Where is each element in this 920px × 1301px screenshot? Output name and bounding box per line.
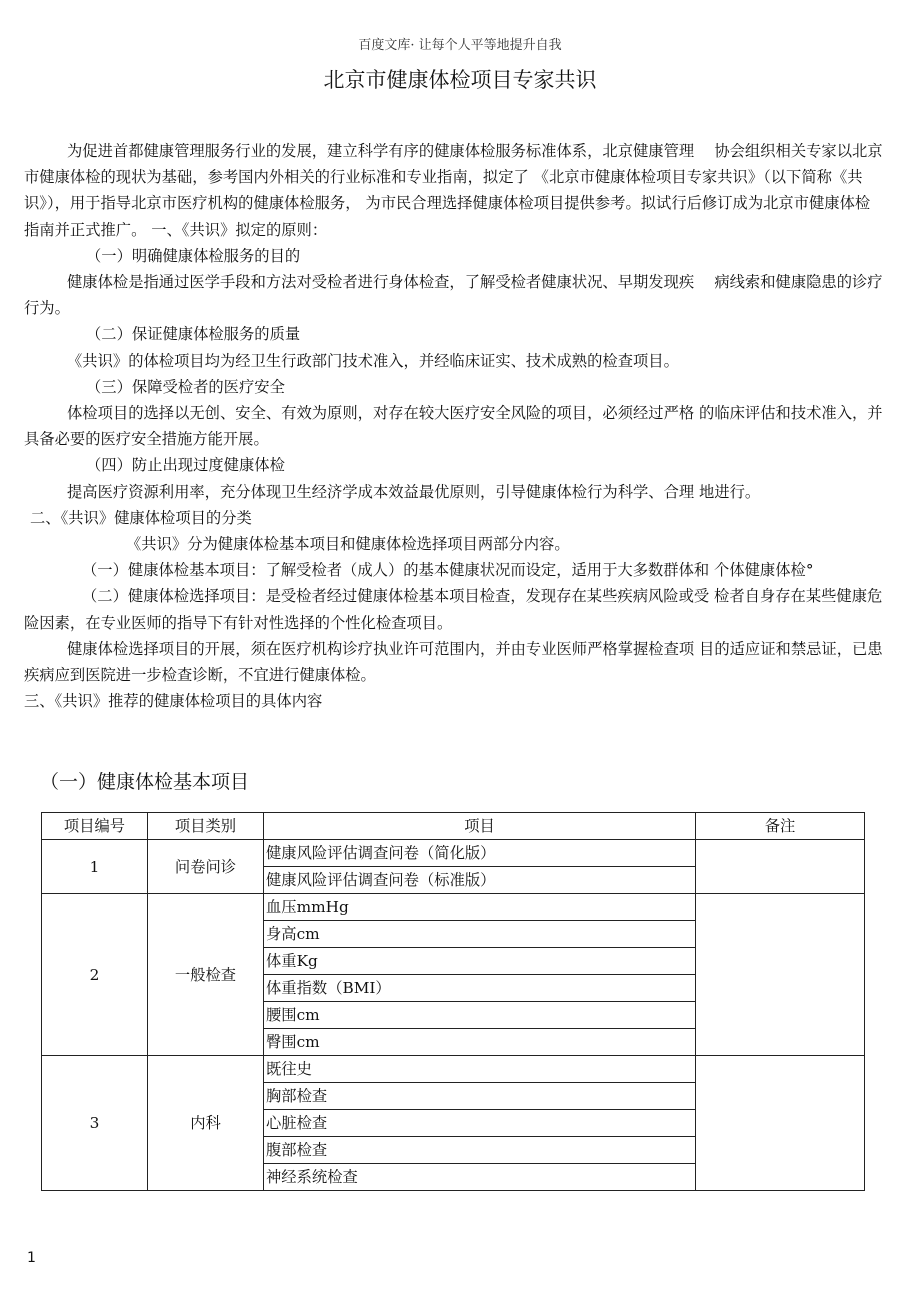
- item-remarks: [696, 1056, 865, 1191]
- item-name: 体重Kg: [264, 948, 696, 975]
- optional-items-note: 健康体检选择项目的开展，须在医疗机构诊疗执业许可范围内，并由专业医师严格掌握检查项 目的适应证和禁忌证，已患疾病应到医院进一步检查诊断，不宜进行健康体检。: [24, 639, 883, 685]
- item-remarks: [696, 840, 865, 894]
- item-name: 腹部检查: [264, 1137, 696, 1164]
- item-name: 身高cm: [264, 921, 696, 948]
- section-2-intro: 《共识》分为健康体检基本项目和健康体检选择项目两部分内容。: [126, 535, 570, 554]
- table-row: [42, 894, 865, 921]
- item-name: 神经系统检查: [264, 1164, 696, 1191]
- category-optional-text: （二）健康体检选择项目：是受检者经过健康体检基本项目检查，发现存在某些疾病风险或受 检者自身存在某些健康危险因素，在专业医师的指导下有针对性选择的个性化检查项目。: [24, 587, 883, 632]
- intro-paragraph: 为促进首都健康管理服务行业的发展，建立科学有序的健康体检服务标准体系，北京健康管理 协会组织相关专家以北京市健康体检的现状为基础，参考国内外相关的行业标准和专业指南，拟定了 《北京市健康体检项目专家共识》（以下简称《共识》），用于指导北京市医疗机构的健康体检服务， 为市民合理选择健康体检项目提供参考。拟试行后修订成为北京市健康体检指南并正式推广。 一、《共识》拟定的原则：: [24, 142, 883, 239]
- page-header: 百度文库· 让每个人平等地提升自我: [358, 38, 562, 53]
- basic-items-table: [41, 812, 865, 1191]
- header-remarks: 备注: [696, 813, 865, 840]
- item-name: 心脏检查: [264, 1110, 696, 1137]
- header-item: 项目: [264, 813, 696, 840]
- item-name: 体重指数（BMI）: [264, 975, 696, 1002]
- basic-items-heading: （一）健康体检基本项目: [40, 771, 250, 793]
- section-3-heading: 三、《共识》推荐的健康体检项目的具体内容: [24, 692, 323, 711]
- section-2-heading: 二、《共识》健康体检项目的分类: [30, 508, 252, 527]
- item-name: 健康风险评估调查问卷（标准版）: [264, 867, 696, 894]
- principle-3-text: 体检项目的选择以无创、安全、有效为原则，对存在较大医疗安全风险的项目，必须经过严格 的临床评估和技术准入，并具备必要的医疗安全措施方能开展。: [24, 404, 883, 449]
- category-basic-text: （一）健康体检基本项目：了解受检者（成人）的基本健康状况而设定，适用于大多数群体和 个体健康体检°: [82, 561, 814, 580]
- table-header-row: [42, 813, 865, 840]
- table-row: [42, 1056, 865, 1083]
- item-number: 3: [42, 1056, 148, 1191]
- page-number: 1: [27, 1250, 36, 1266]
- document-title: 北京市健康体检项目专家共识: [323, 68, 597, 92]
- table-row: [42, 840, 865, 867]
- item-name: 胸部检查: [264, 1083, 696, 1110]
- item-category: 问卷问诊: [148, 840, 264, 894]
- item-name: 健康风险评估调查问卷（简化版）: [264, 840, 696, 867]
- item-number: 1: [42, 840, 148, 894]
- item-number: 2: [42, 894, 148, 1056]
- item-category: 内科: [148, 1056, 264, 1191]
- item-name: 腰围cm: [264, 1002, 696, 1029]
- item-name: 血压mmHg: [264, 894, 696, 921]
- item-remarks: [696, 894, 865, 1056]
- principle-2-text: 《共识》的体检项目均为经卫生行政部门技术准入，并经临床证实、技术成熟的检查项目。: [67, 351, 679, 370]
- item-category: 一般检查: [148, 894, 264, 1056]
- principle-4-heading: （四）防止出现过度健康体检: [86, 456, 285, 475]
- item-name: 既往史: [264, 1056, 696, 1083]
- item-name: 臀围cm: [264, 1029, 696, 1056]
- principle-2-heading: （二）保证健康体检服务的质量: [86, 325, 301, 344]
- principle-3-heading: （三）保障受检者的医疗安全: [86, 377, 285, 396]
- document-body: [24, 138, 884, 714]
- principle-1-heading: （一）明确健康体检服务的目的: [86, 246, 301, 265]
- header-item-category: 项目类别: [148, 813, 264, 840]
- principle-4-text: 提高医疗资源利用率，充分体现卫生经济学成本效益最优原则，引导健康体检行为科学、合理 地进行。: [67, 482, 761, 501]
- principle-1-text: 健康体检是指通过医学手段和方法对受检者进行身体检查，了解受检者健康状况、早期发现疾 病线索和健康隐患的诊疗行为。: [24, 273, 883, 318]
- header-item-no: 项目编号: [42, 813, 148, 840]
